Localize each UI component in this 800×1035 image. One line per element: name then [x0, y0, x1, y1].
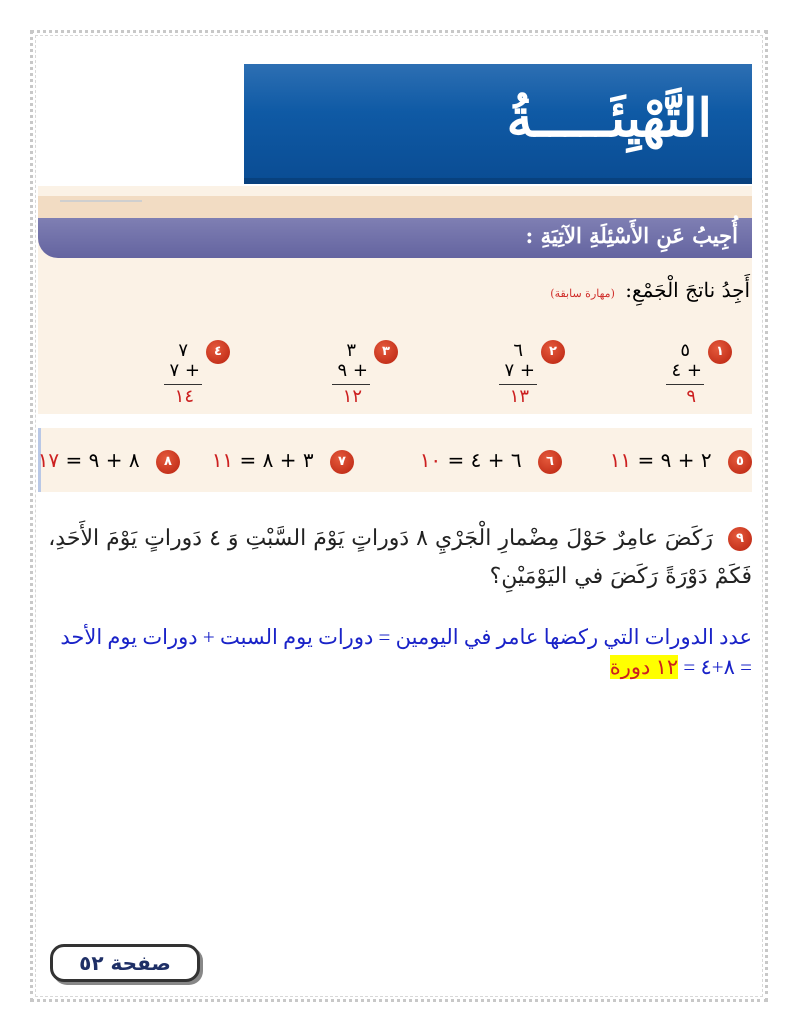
question-number-badge: ٩ [728, 527, 752, 551]
addend-top: ٣ [346, 340, 356, 361]
instruction [550, 278, 750, 302]
addend-bottom: ٤ + [671, 360, 702, 381]
problem-answer: ١٢ [342, 386, 362, 407]
banner-title: التَّهْيِئَـــــةُ [506, 88, 712, 149]
problem-number-badge: ٢ [541, 340, 565, 364]
answer-line-1: عدد الدورات التي ركضها عامر في اليومين = دورات يوم السبت + دورات يوم الأحد [60, 625, 752, 649]
equation-7 [212, 448, 354, 474]
question-9 [40, 520, 752, 596]
sum-line [499, 384, 537, 385]
problem-4 [110, 338, 230, 408]
problem-number-badge: ٤ [206, 340, 230, 364]
page-number-tag [50, 944, 200, 982]
addend-bottom: ٧ + [504, 360, 535, 381]
answer-calculation: = ٨+٤ = [683, 655, 752, 679]
equation-answer: ١١ [609, 448, 632, 472]
equation-number-badge: ٥ [728, 450, 752, 474]
equation-expression: ٨ + ٩ = [65, 448, 140, 472]
problem-answer: ١٤ [174, 386, 194, 407]
sum-line [666, 384, 704, 385]
sum-line [164, 384, 202, 385]
instruction-note: (مهارة سابقة) [550, 287, 615, 300]
equation-expression: ٣ + ٨ = [239, 448, 314, 472]
small-caption-line [60, 186, 142, 202]
problem-1 [612, 338, 732, 408]
answer-result-highlight: ١٢ دورة [609, 655, 679, 679]
addend-top: ٧ [178, 340, 188, 361]
equation-expression: ٢ + ٩ = [637, 448, 712, 472]
problem-answer: ١٣ [509, 386, 529, 407]
equation-number-badge: ٨ [156, 450, 180, 474]
answer-line-2 [40, 652, 752, 682]
addend-top: ٦ [513, 340, 523, 361]
addend-top: ٥ [680, 340, 690, 361]
problem-2 [445, 338, 565, 408]
equation-answer: ١١ [211, 448, 234, 472]
problem-3 [278, 338, 398, 408]
page-number-label: صفحة ٥٢ [79, 951, 171, 975]
problem-number-badge: ١ [708, 340, 732, 364]
question-text: رَكَضَ عامِرٌ حَوْلَ مِضْمارِ الْجَرْيِ ٨ دَوراتٍ يَوْمَ السَّبْتِ وَ ٤ دَوراتٍ يَوْمَ الأَحَدِ، فَكَمْ دَوْرَةً رَكَضَ في اليَوْمَيْنِ؟ [48, 526, 752, 589]
instruction-text: أَجِدُ ناتجَ الْجَمْعِ: [625, 278, 750, 302]
answer-block [40, 622, 752, 682]
section-header-bar [38, 218, 752, 258]
addend-bottom: ٧ + [169, 360, 200, 381]
equation-5 [610, 448, 752, 474]
panel-top-strip [38, 196, 752, 218]
addend-bottom: ٩ + [337, 360, 368, 381]
equation-number-badge: ٧ [330, 450, 354, 474]
equation-number-badge: ٦ [538, 450, 562, 474]
equation-answer: ١٧ [37, 448, 60, 472]
equation-answer: ١٠ [419, 448, 442, 472]
section-header-text: أُجِيبُ عَنِ الأَسْئِلَةِ الآتِيَةِ : [525, 223, 738, 248]
problem-number-badge: ٣ [374, 340, 398, 364]
equation-expression: ٦ + ٤ = [447, 448, 522, 472]
problem-answer: ٩ [686, 386, 696, 407]
header-banner [244, 64, 752, 184]
sum-line [332, 384, 370, 385]
equation-8 [38, 448, 180, 474]
equation-6 [420, 448, 562, 474]
